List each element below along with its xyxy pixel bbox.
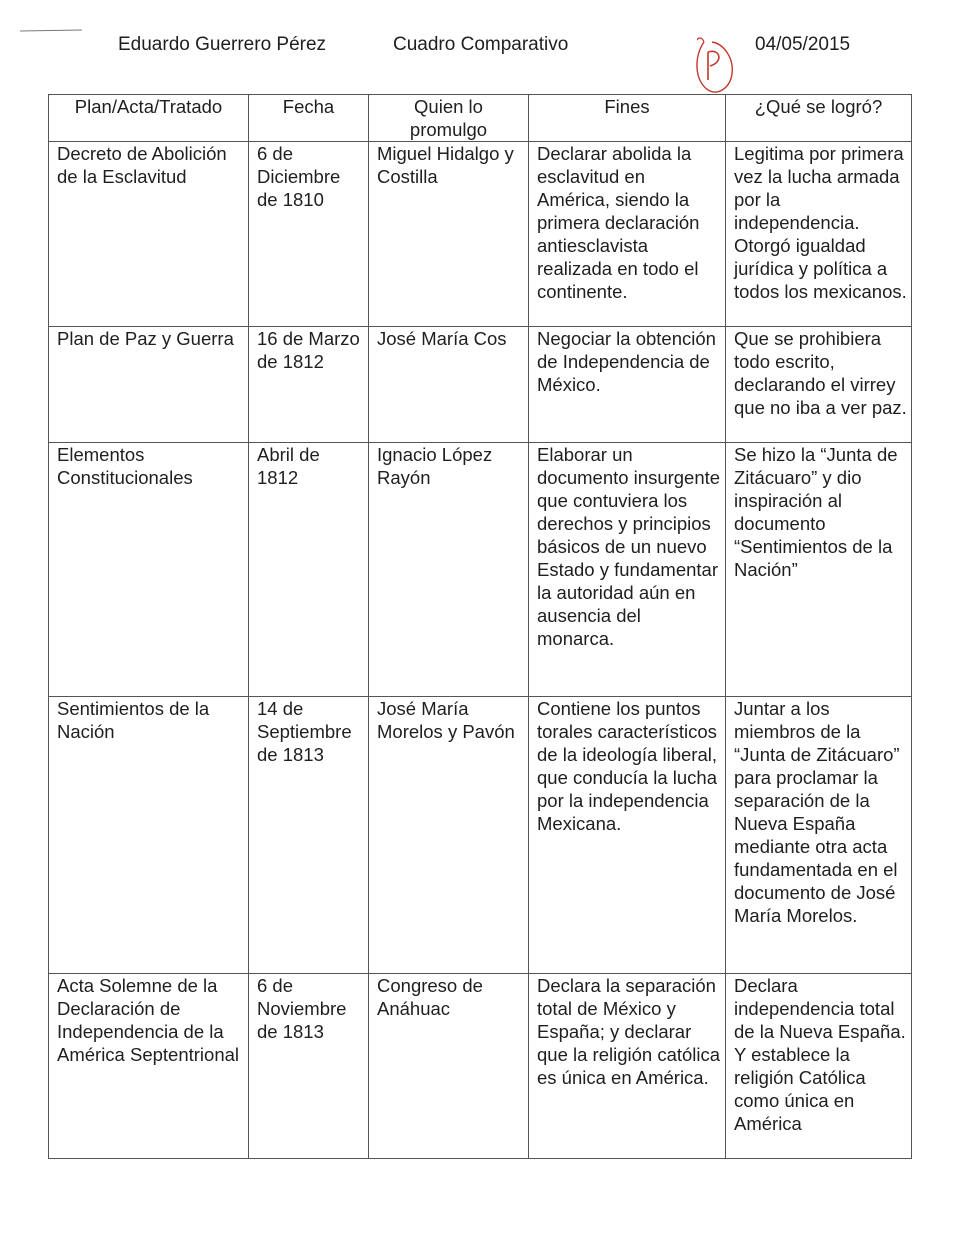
cell-logro: Que se prohibiera todo escrito, declarando el virrey que no iba a ver paz.: [726, 327, 912, 443]
cell-plan: Decreto de Abolición de la Esclavitud: [49, 142, 249, 327]
column-header: Fecha: [249, 95, 369, 142]
handwritten-grade-mark: [690, 36, 736, 98]
cell-promulgo: Ignacio López Rayón: [369, 443, 529, 697]
table-row: [49, 142, 912, 327]
column-header: Quien lo promulgo: [369, 95, 529, 142]
page-header: [0, 34, 980, 62]
cell-promulgo: José María Cos: [369, 327, 529, 443]
table-header-row: [49, 95, 912, 142]
cell-fecha: 16 de Marzo de 1812: [249, 327, 369, 443]
comparison-table: [48, 94, 912, 1159]
cell-logro: Se hizo la “Junta de Zitácuaro” y dio inspiración al documento “Sentimientos de la Nación”: [726, 443, 912, 697]
cell-fecha: 14 de Septiembre de 1813: [249, 697, 369, 974]
cell-fecha: 6 de Diciembre de 1810: [249, 142, 369, 327]
cell-plan: Plan de Paz y Guerra: [49, 327, 249, 443]
table-row: [49, 697, 912, 974]
column-header: Plan/Acta/Tratado: [49, 95, 249, 142]
cell-fecha: 6 de Noviembre de 1813: [249, 974, 369, 1159]
cell-plan: Sentimientos de la Nación: [49, 697, 249, 974]
cell-promulgo: Miguel Hidalgo y Costilla: [369, 142, 529, 327]
table-row: [49, 327, 912, 443]
cell-fines: Negociar la obtención de Independencia de México.: [529, 327, 726, 443]
cell-promulgo: José María Morelos y Pavón: [369, 697, 529, 974]
document-title: Cuadro Comparativo: [393, 34, 569, 55]
cell-fines: Declarar abolida la esclavitud en América, siendo la primera declaración antiesclavista realizada en todo el continente.: [529, 142, 726, 327]
cell-promulgo: Congreso de Anáhuac: [369, 974, 529, 1159]
cell-fines: Elaborar un documento insurgente que contuviera los derechos y principios básicos de un nuevo Estado y fundamentar la autoridad aún en ausencia del monarca.: [529, 443, 726, 697]
column-header: ¿Qué se logró?: [726, 95, 912, 142]
cell-fines: Contiene los puntos torales característicos de la ideología liberal, que conducía la lucha por la independencia Mexicana.: [529, 697, 726, 974]
column-header: Fines: [529, 95, 726, 142]
cell-logro: Legitima por primera vez la lucha armada por la independencia. Otorgó igualdad jurídica y política a todos los mexicanos.: [726, 142, 912, 327]
cell-plan: Elementos Constitucionales: [49, 443, 249, 697]
cell-fecha: Abril de 1812: [249, 443, 369, 697]
student-name: Eduardo Guerrero Pérez: [118, 34, 327, 55]
cell-fines: Declara la separación total de México y España; y declarar que la religión católica es única en América.: [529, 974, 726, 1159]
cell-plan: Acta Solemne de la Declaración de Independencia de la América Septentrional: [49, 974, 249, 1159]
cell-logro: Juntar a los miembros de la “Junta de Zitácuaro” para proclamar la separación de la Nueva España mediante otra acta fundamentada en el documento de José María Morelos.: [726, 697, 912, 974]
table-row: [49, 974, 912, 1159]
document-date: 04/05/2015: [755, 34, 851, 55]
cell-logro: Declara independencia total de la Nueva España. Y establece la religión Católica como única en América: [726, 974, 912, 1159]
table-row: [49, 443, 912, 697]
